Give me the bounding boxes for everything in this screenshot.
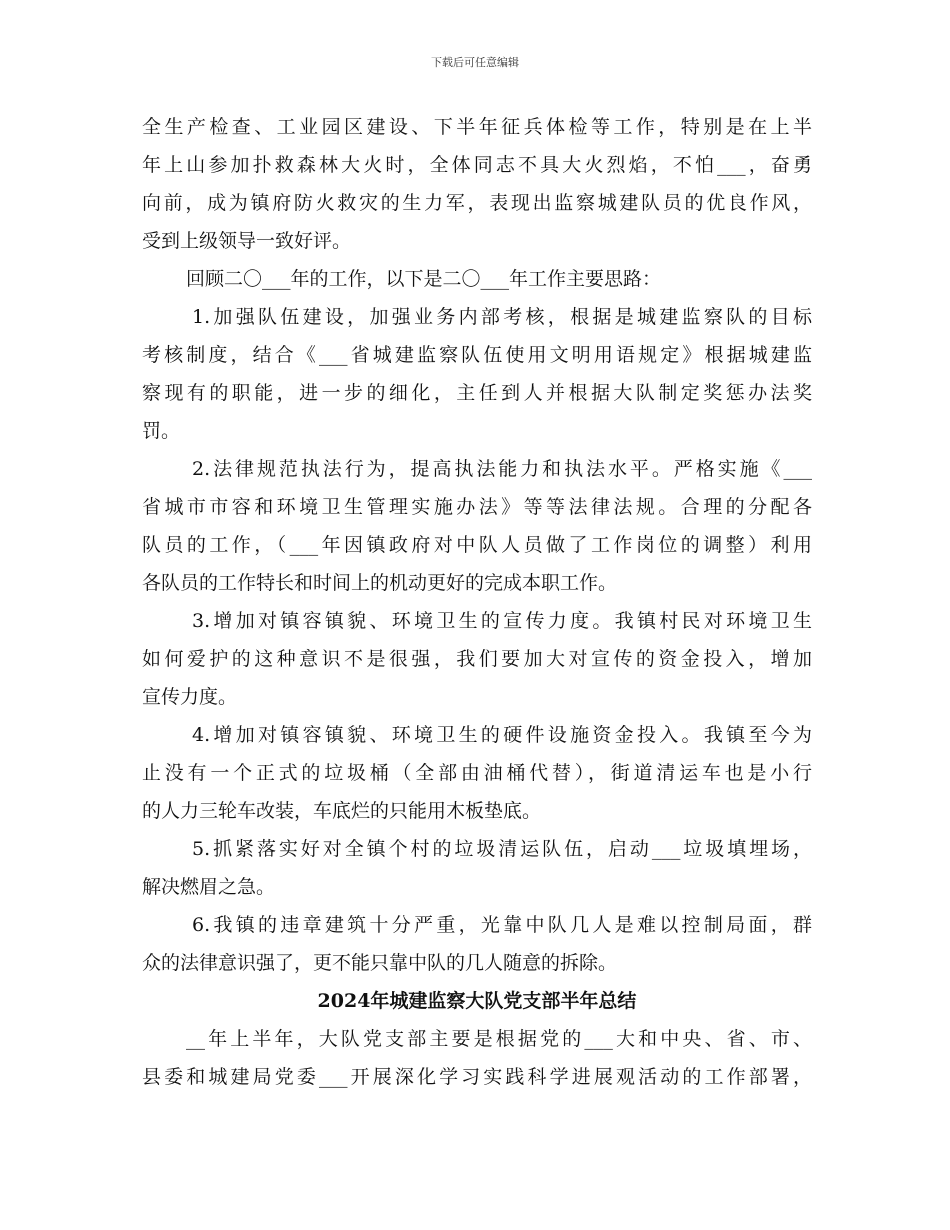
text-line: 的人力三轮车改装，车底烂的只能用木板垫底。 — [142, 800, 542, 822]
text-line: 6.我镇的违章建筑十分严重，光靠中队几人是难以控制局面，群 — [192, 914, 812, 936]
text-line: 向前，成为镇府防火救灾的生力军，表现出监察城建队员的优良作风， — [142, 192, 812, 214]
text-line: 宣传力度。 — [142, 686, 238, 708]
text-line: 2.法律规范执法行为，提高执法能力和执法水平。严格实施《___ — [192, 458, 812, 480]
document-body — [142, 108, 812, 1096]
text-line: 4.增加对镇容镇貌、环境卫生的硬件设施资金投入。我镇至今为 — [192, 724, 812, 746]
text-line: 止没有一个正式的垃圾桶（全部由油桶代替），街道清运车也是小行 — [142, 762, 812, 784]
text-line: 1.加强队伍建设，加强业务内部考核，根据是城建监察队的目标 — [192, 306, 812, 328]
text-line: 解决燃眉之急。 — [142, 876, 276, 898]
text-line: __年上半年，大队党支部主要是根据党的___大和中央、省、市、 — [186, 1028, 812, 1050]
text-line: 察现有的职能，进一步的细化，主任到人并根据大队制定奖惩办法奖 — [142, 382, 812, 404]
text-line: 各队员的工作特长和时间上的机动更好的完成本职工作。 — [142, 572, 618, 594]
text-line: 年上山参加扑救森林大火时，全体同志不具大火烈焰，不怕___，奋勇 — [142, 154, 812, 176]
text-line: 县委和城建局党委___开展深化学习实践科学进展观活动的工作部署， — [142, 1066, 812, 1088]
text-line: 3.增加对镇容镇貌、环境卫生的宣传力度。我镇村民对环境卫生 — [192, 610, 812, 632]
text-line: 队员的工作，（___年因镇政府对中队人员做了工作岗位的调整）利用 — [142, 534, 812, 556]
text-line: 受到上级领导一致好评。 — [142, 230, 352, 252]
text-line: 省城市市容和环境卫生管理实施办法》等等法律法规。合理的分配各 — [142, 496, 812, 518]
text-line: 回顾二〇___年的工作，以下是二〇___年工作主要思路： — [186, 268, 662, 290]
paragraph-block — [142, 108, 812, 982]
text-line: 罚。 — [142, 420, 181, 442]
section-title: 2024年城建监察大队党支部半年总结 — [317, 990, 637, 1012]
text-line: 考核制度，结合《___省城建监察队伍使用文明用语规定》根据城建监 — [142, 344, 812, 366]
text-line: 全生产检查、工业园区建设、下半年征兵体检等工作，特别是在上半 — [142, 116, 812, 138]
text-line: 5.抓紧落实好对全镇个村的垃圾清运队伍，启动___垃圾填埋场， — [192, 838, 812, 860]
text-line: 如何爱护的这种意识不是很强，我们要加大对宣传的资金投入，增加 — [142, 648, 812, 670]
page-header: 下载后可任意编辑 — [431, 56, 519, 69]
text-line: 众的法律意识强了，更不能只靠中队的几人随意的拆除。 — [142, 952, 618, 974]
closing-paragraph — [142, 1020, 812, 1096]
